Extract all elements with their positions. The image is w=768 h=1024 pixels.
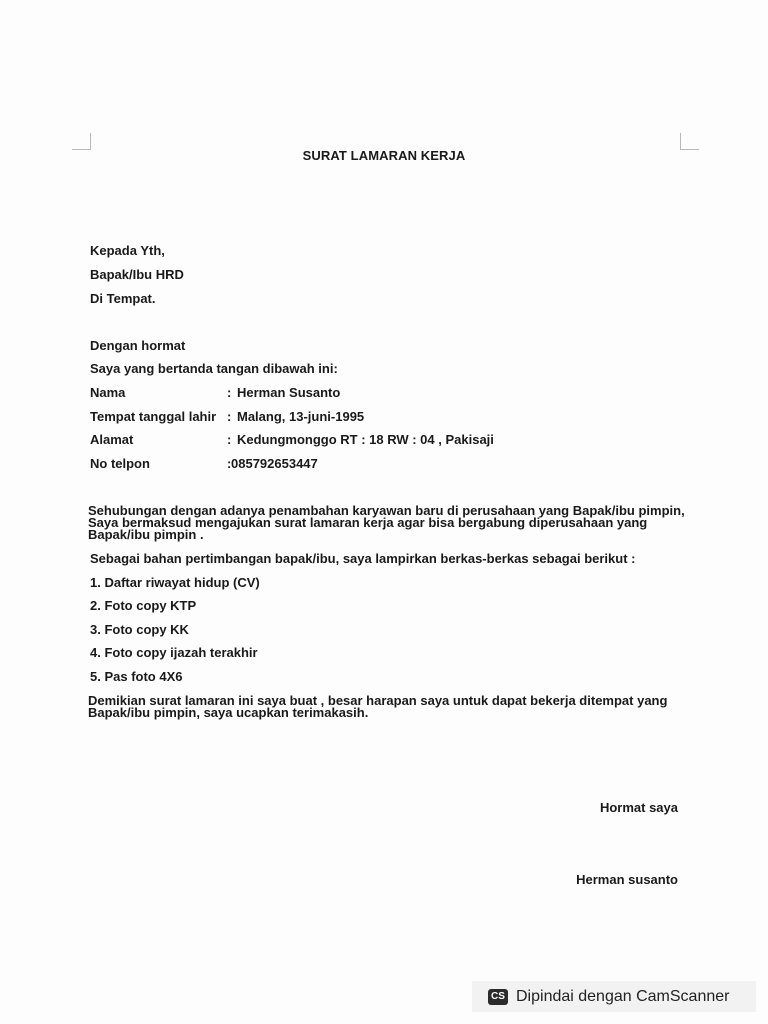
signature-name: Herman susanto: [576, 872, 678, 887]
attachment-item: 4. Foto copy ijazah terakhir: [90, 645, 258, 660]
attachment-item: 2. Foto copy KTP: [90, 598, 197, 613]
field-separator: :: [227, 385, 232, 400]
camscanner-text: Dipindai dengan CamScanner: [516, 987, 730, 1005]
camscanner-logo-icon: CS: [488, 989, 508, 1005]
paragraph-closing: Demikian surat lamaran ini saya buat , besar harapan saya untuk dapat bekerja ditempat yang Bapak/ibu pimpin, saya ucapkan terimakasih.: [88, 693, 668, 720]
field-value: Kedungmonggo RT : 18 RW : 04 , Pakisaji: [237, 432, 494, 447]
field-value: Herman Susanto: [237, 385, 341, 400]
attachment-item: 5. Pas foto 4X6: [90, 669, 183, 684]
greeting: Dengan hormat: [90, 338, 186, 353]
paragraph-attachments-intro: Sebagai bahan pertimbangan bapak/ibu, saya lampirkan berkas-berkas sebagai berikut :: [90, 551, 636, 566]
field-value: 085792653447: [231, 456, 318, 471]
signoff: Hormat saya: [599, 800, 678, 815]
field-label: Tempat tanggal lahir: [90, 409, 217, 424]
recipient-line-1: Kepada Yth,: [90, 243, 165, 258]
attachment-item: 3. Foto copy KK: [90, 622, 189, 637]
field-label: No telpon: [90, 456, 150, 471]
recipient-line-2: Bapak/Ibu HRD: [90, 267, 184, 282]
field-label: Nama: [90, 385, 126, 400]
paragraph-purpose: Sehubungan dengan adanya penambahan karyawan baru di perusahaan yang Bapak/ibu pimpin, Saya bermaksud mengajukan surat lamaran kerja agar bisa bergabung diperusahaan yang Bapak/ibu pimpin .: [88, 503, 685, 542]
letter-title: SURAT LAMARAN KERJA: [302, 148, 466, 163]
field-separator: :: [227, 409, 232, 424]
field-separator: :: [227, 456, 232, 471]
field-label: Alamat: [90, 432, 134, 447]
field-value: Malang, 13-juni-1995: [237, 409, 365, 424]
intro-text: Saya yang bertanda tangan dibawah ini:: [90, 361, 338, 376]
attachment-item: 1. Daftar riwayat hidup (CV): [90, 575, 260, 590]
recipient-line-3: Di Tempat.: [90, 291, 156, 306]
camscanner-watermark: [472, 981, 756, 1012]
field-separator: :: [227, 432, 232, 447]
